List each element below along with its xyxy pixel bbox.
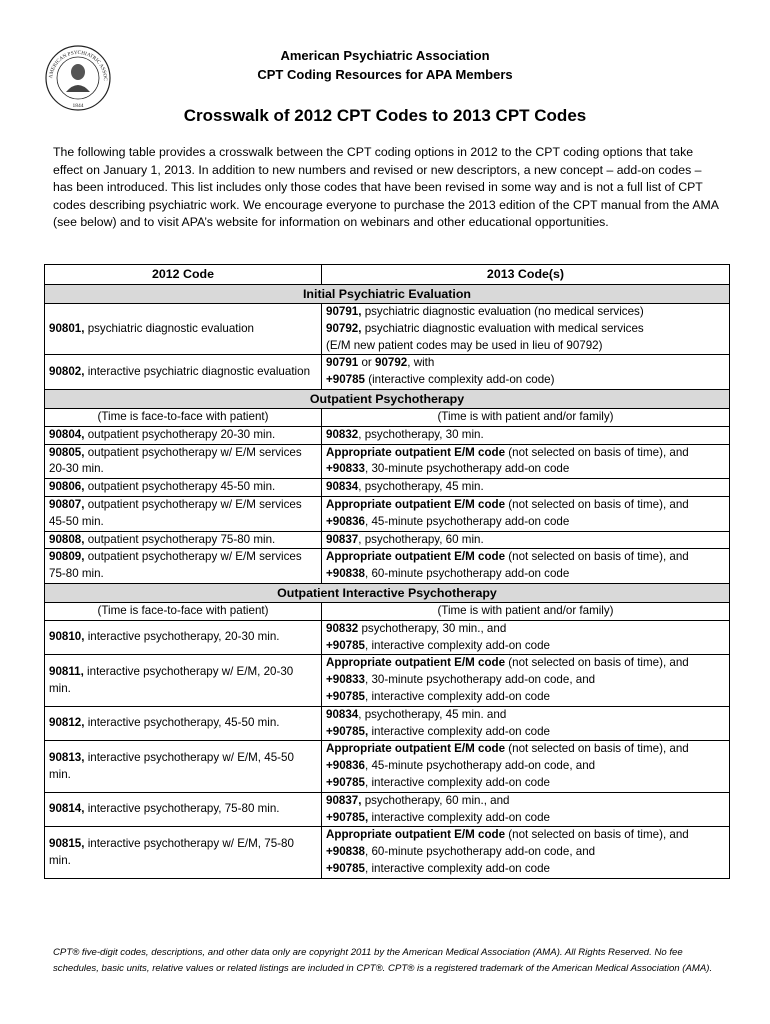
new-code-cell: Appropriate outpatient E/M code (not selected on basis of time), and +90838, 60-minute psychotherapy add-on code bbox=[322, 549, 730, 584]
table-row bbox=[45, 620, 730, 655]
table-row bbox=[45, 355, 730, 390]
section-title: Outpatient Interactive Psychotherapy bbox=[45, 583, 730, 602]
col-header-2013: 2013 Code(s) bbox=[322, 265, 730, 285]
intro-paragraph: The following table provides a crosswalk between the CPT coding options in 2012 to the CPT coding options that take effect on January 1, 2013. In addition to new numbers and revised or new descriptors, a new concept – add-on codes – has been introduced. This list includes only those codes that have been revised in some way and is not a full list of CPT codes describing psychiatric work. We encourage everyone to purchase the 2013 edition of the CPT manual from the AMA (see below) and to visit APA’s website for information on webinars and other educational opportunities. bbox=[53, 145, 719, 230]
doc-subtitle: CPT Coding Resources for APA Members bbox=[257, 67, 513, 82]
table-row bbox=[45, 655, 730, 706]
old-code-cell: 90804, outpatient psychotherapy 20-30 min. bbox=[45, 426, 322, 444]
old-code-cell: 90809, outpatient psychotherapy w/ E/M services 75-80 min. bbox=[45, 549, 322, 584]
col-header-2012: 2012 Code bbox=[45, 265, 322, 285]
copyright-footer: CPT® five-digit codes, descriptions, and other data only are copyright 2011 by the American Medical Association (AMA). All Rights Reserved. No fee schedules, basic units, relative values or related listings are included in CPT®. CPT® is a registered trademark of the American Medical Association (AMA). bbox=[53, 947, 713, 974]
time-note-right: (Time is with patient and/or family) bbox=[322, 408, 730, 426]
table-row bbox=[45, 549, 730, 584]
svg-text:1844: 1844 bbox=[72, 103, 84, 109]
new-code-cell: 90834, psychotherapy, 45 min. bbox=[322, 479, 730, 497]
section-interactive bbox=[45, 583, 730, 602]
new-code-cell: Appropriate outpatient E/M code (not selected on basis of time), and +90833, 30-minute psychotherapy add-on code bbox=[322, 444, 730, 479]
new-code-cell: Appropriate outpatient E/M code (not selected on basis of time), and +90836, 45-minute psychotherapy add-on code bbox=[322, 496, 730, 531]
crosswalk-table bbox=[44, 264, 730, 879]
old-code-cell: 90811, interactive psychotherapy w/ E/M, 20-30 min. bbox=[45, 655, 322, 706]
table-row bbox=[45, 792, 730, 827]
section-title: Outpatient Psychotherapy bbox=[45, 389, 730, 408]
section-title: Initial Psychiatric Evaluation bbox=[45, 285, 730, 304]
table-row bbox=[45, 304, 730, 355]
table-row bbox=[45, 827, 730, 878]
old-code-cell: 90802, interactive psychiatric diagnostic evaluation bbox=[45, 355, 322, 390]
table-row bbox=[45, 444, 730, 479]
old-code-cell: 90806, outpatient psychotherapy 45-50 min. bbox=[45, 479, 322, 497]
new-code-cell: 90791 or 90792, with +90785 (interactive complexity add-on code) bbox=[322, 355, 730, 390]
time-note-row bbox=[45, 602, 730, 620]
section-initial bbox=[45, 285, 730, 304]
svg-text:AMERICAN PSYCHIATRIC ASSOCIATI: AMERICAN PSYCHIATRIC ASSOC bbox=[48, 49, 109, 81]
new-code-cell: 90791, psychiatric diagnostic evaluation (no medical services) 90792, psychiatric diagnostic evaluation with medical services (E/M new patient codes may be used in lieu of 90792) bbox=[322, 304, 730, 355]
new-code-cell: 90837, psychotherapy, 60 min. bbox=[322, 531, 730, 549]
old-code-cell: 90812, interactive psychotherapy, 45-50 min. bbox=[45, 706, 322, 741]
page-title: Crosswalk of 2012 CPT Codes to 2013 CPT Codes bbox=[183, 106, 587, 125]
table-row bbox=[45, 741, 730, 792]
old-code-cell: 90808, outpatient psychotherapy 75-80 min. bbox=[45, 531, 322, 549]
table-row bbox=[45, 496, 730, 531]
old-code-cell: 90801, psychiatric diagnostic evaluation bbox=[45, 304, 322, 355]
old-code-cell: 90805, outpatient psychotherapy w/ E/M services 20-30 min. bbox=[45, 444, 322, 479]
old-code-cell: 90807, outpatient psychotherapy w/ E/M services 45-50 min. bbox=[45, 496, 322, 531]
new-code-cell: Appropriate outpatient E/M code (not selected on basis of time), and +90833, 30-minute psychotherapy add-on code, and +90785, interactive complexity add-on code bbox=[322, 655, 730, 706]
time-note-row bbox=[45, 408, 730, 426]
section-outpatient bbox=[45, 389, 730, 408]
new-code-cell: 90834, psychotherapy, 45 min. and +90785, interactive complexity add-on code bbox=[322, 706, 730, 741]
old-code-cell: 90813, interactive psychotherapy w/ E/M, 45-50 min. bbox=[45, 741, 322, 792]
time-note-left: (Time is face-to-face with patient) bbox=[45, 602, 322, 620]
org-name: American Psychiatric Association bbox=[280, 48, 490, 63]
new-code-cell: Appropriate outpatient E/M code (not selected on basis of time), and +90838, 60-minute psychotherapy add-on code, and +90785, interactive complexity add-on code bbox=[322, 827, 730, 878]
old-code-cell: 90814, interactive psychotherapy, 75-80 min. bbox=[45, 792, 322, 827]
new-code-cell: 90832 psychotherapy, 30 min., and +90785, interactive complexity add-on code bbox=[322, 620, 730, 655]
table-row bbox=[45, 479, 730, 497]
new-code-cell: 90837, psychotherapy, 60 min., and +90785, interactive complexity add-on code bbox=[322, 792, 730, 827]
old-code-cell: 90815, interactive psychotherapy w/ E/M, 75-80 min. bbox=[45, 827, 322, 878]
old-code-cell: 90810, interactive psychotherapy, 20-30 min. bbox=[45, 620, 322, 655]
time-note-left: (Time is face-to-face with patient) bbox=[45, 408, 322, 426]
table-header-row bbox=[45, 265, 730, 285]
table-row bbox=[45, 426, 730, 444]
new-code-cell: Appropriate outpatient E/M code (not selected on basis of time), and +90836, 45-minute psychotherapy add-on code, and +90785, interactive complexity add-on code bbox=[322, 741, 730, 792]
new-code-cell: 90832, psychotherapy, 30 min. bbox=[322, 426, 730, 444]
table-row bbox=[45, 531, 730, 549]
table-row bbox=[45, 706, 730, 741]
time-note-right: (Time is with patient and/or family) bbox=[322, 602, 730, 620]
